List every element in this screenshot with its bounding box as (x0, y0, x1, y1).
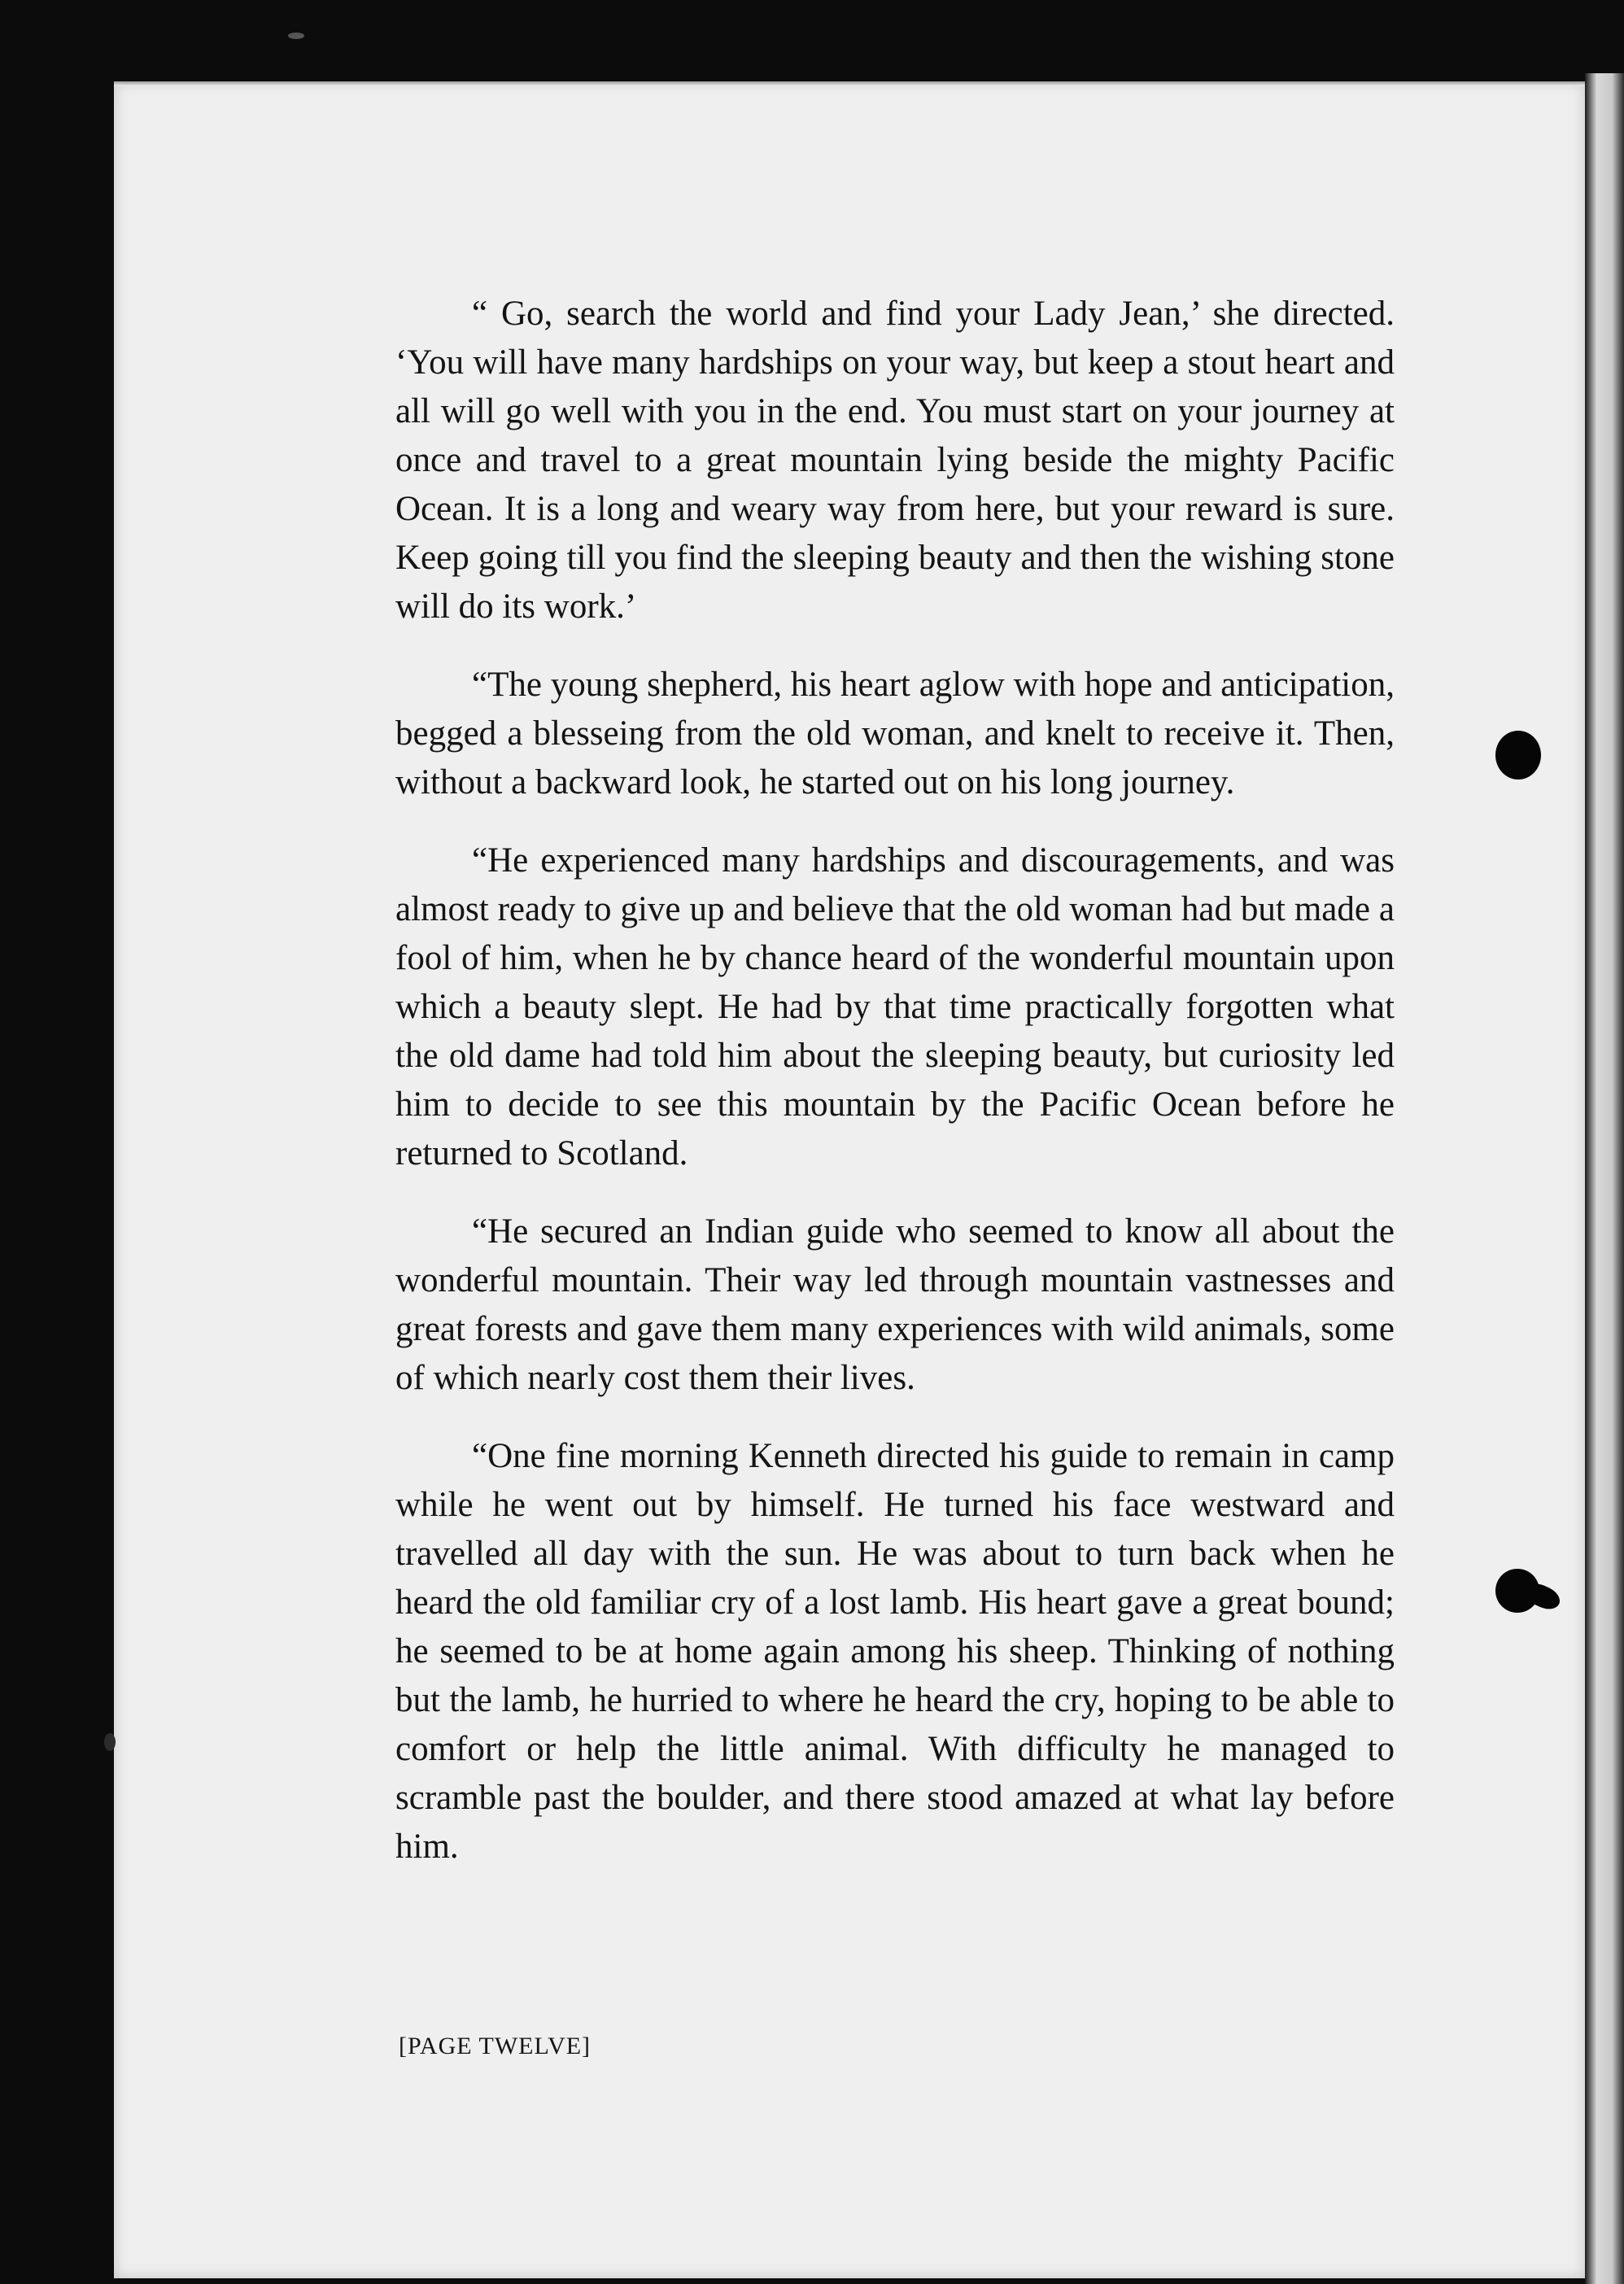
page-number-footer: [PAGE TWELVE] (399, 2033, 592, 2059)
paragraph-3: “He experienced many hardships and discouragements, and was almost ready to give up and believe that the old woman had but made a fool of him, when he by chance heard of the wonderful mountain upon which a beauty slept. He had by that time practically forgotten what the old dame had told him about the sleeping beauty, but curiosity led him to decide to see this mountain by the Pacific Ocean before he returned to Scotland. (395, 841, 1395, 1173)
body-text (395, 290, 1395, 1901)
punch-hole-top (1495, 731, 1541, 780)
paragraph-4: “He secured an Indian guide who seemed to know all about the wonderful mountain. Their way led through mountain vastnesses and great forests and gave them many experiences with wild animals, some of which nearly cost them their lives. (395, 1212, 1395, 1397)
paragraph-2: “The young shepherd, his heart aglow with hope and anticipation, begged a blesseing from the old woman, and knelt to receive it. Then, without a backward look, he started out on his long journey. (395, 666, 1395, 801)
scan-speck (288, 33, 304, 39)
scan-speck (104, 1733, 116, 1751)
page-top-edge (114, 81, 1585, 86)
paragraph-5: “One fine morning Kenneth directed his guide to remain in camp while he went out by himself. He turned his face westward and travelled all day with the sun. He was about to turn back when he heard the old familiar cry of a lost lamb. His heart gave a great bound; he seemed to be at home again among his sheep. Thinking of nothing but the lamb, he hurried to where he heard the cry, hoping to be able to comfort or help the little animal. With difficulty he managed to scramble past the boulder, and there stood amazed at what lay before him. (395, 1437, 1395, 1866)
paragraph-1: “ Go, search the world and find your Lady Jean,’ she directed. ‘You will have many hardships on your way, but keep a stout heart and all will go well with you in the end. You must start on your journey at once and travel to a great mountain lying beside the mighty Pacific Ocean. It is a long and weary way from here, but your reward is sure. Keep going till you find the sleeping beauty and then the wishing stone will do its work.’ (395, 295, 1395, 626)
page-right-edge (1585, 73, 1624, 2284)
